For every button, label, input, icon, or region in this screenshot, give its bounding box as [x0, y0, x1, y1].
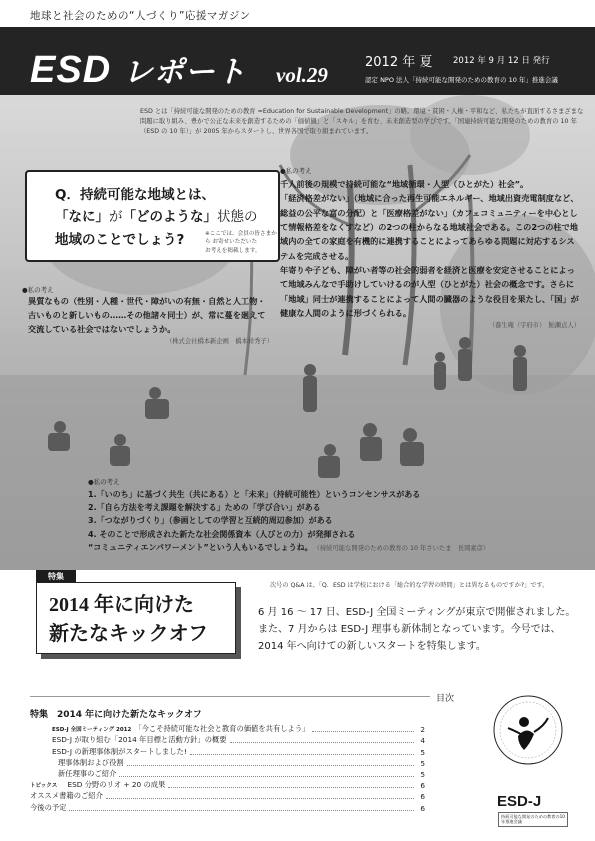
toc-title: 目次 — [436, 694, 455, 704]
question-box — [25, 170, 280, 262]
esdj-logo-subtitle: 持続可能な開発のための教育の10年推進会議 — [498, 812, 568, 827]
masthead — [0, 27, 595, 95]
opinion-label: ●私の考え — [280, 167, 312, 175]
opinion-label: ●私の考え — [88, 478, 120, 486]
toc-item[interactable]: オススメ書籍のご紹介 6 — [30, 791, 425, 802]
toc-item[interactable]: ESD-J 全国ミーティング 2012 「今こそ持続可能な社会と教育の価値を共有しよう」 2 — [52, 724, 425, 735]
tagline: 地球と社会のための“人づくり”応援マガジン — [30, 10, 251, 22]
esd-intro: ESD とは「持続可能な開発のための教育 =Education for Sustainable Development」の略。環境・貧困・人権・平和など、私たちが直面するさまざまな問題に取り組み、豊かで公正な未来を創造するための「価値観」と「スキル」を育む、未来創造型の学びです。「国連持続可能な開発のための教育の 10 年（ESD の 10 年）」が 2005 年からスタートし、世界各国で取り組まれています。 — [140, 108, 584, 135]
opinion-3: 1.「いのち」に基づく共生（共にある）と「未来」（持続可能性）というコンセンサスがある 2.「自ら方法を考え課題を解決する」ための「学び合い」がある 3.「つながりづくり」（参画としての学習と互続的周辺参加）がある 4. そのことで形成された新たな社会関係資本（人びとの力）が発揮される “コミュニティエンパワーメント”という人もいるでしょうね。 （持続可能な開発のための教育の 10 年さいたま 長岡素彦） — [88, 490, 490, 552]
toc-item[interactable]: ESD-J の新理事体制がスタートしました! 5 — [52, 746, 425, 757]
opinion-3-signature: （持続可能な開発のための教育の 10 年さいたま 長岡素彦） — [316, 544, 490, 552]
esdj-logo-text: ESD-J — [497, 793, 542, 810]
feature-tag: 特集 — [36, 570, 76, 584]
publisher: 認定 NPO 法人「持続可能な開発のための教育の 10 年」推進会議 — [365, 76, 558, 84]
next-qa-notice: 次号の Q&A は、「Q．ESD は学校における「総合的な学習の時間」とは異なるものですか?」です。 — [270, 582, 549, 589]
opinion-1-signature: （養生庵（宇府市） 鮎瀬貞人） — [488, 322, 580, 330]
toc-item[interactable]: トピックス ESD 分野のリオ + 20 の成果 6 — [30, 780, 425, 791]
question-note: ※ここでは、会員の皆さまから お寄せいただいた お考えを掲載します。 — [205, 231, 277, 254]
issue-date: 2012 年 9 月 12 日 発行 — [453, 56, 550, 66]
toc-item[interactable]: 理事体制および役割 5 — [58, 757, 425, 768]
issue-season: 2012 年 夏 — [365, 55, 433, 70]
toc-rule — [30, 696, 430, 697]
toc-item[interactable]: ESD-J が取り組む「2014 年目標と活動方針」の概要 4 — [52, 735, 425, 746]
magazine-logo: ESD レポート — [30, 49, 247, 91]
volume-number: vol.29 — [276, 63, 328, 87]
question-text: Q．持続可能な地域とは、 「なに」が「どのような」状態の 地域のことでしょう? — [55, 187, 258, 248]
opinion-2-signature: （株式会社橋本新企画 橋本祥秀子） — [165, 337, 273, 345]
opinion-label: ●私の考え — [22, 286, 54, 294]
toc-item[interactable]: 新任理事のご紹介 5 — [58, 768, 425, 779]
feature-title: 2014 年に向けた 新たなキックオフ — [49, 594, 208, 645]
toc-item[interactable]: 今後の予定 6 — [30, 802, 425, 813]
opinion-1: 千人前後の規模で持続可能な“地域循環・人型（ひとがた）社会”。 「経済格差がない」（地域に合った再生可能エネルギー、地域出資売電制度など、総益の公平な富の分配）と「医療格差がない」（カフェコミュニティーを中心として情報格差をなくすなど）の2つの柱からなる地域社会である。この2つの柱で地域内の全ての家庭を有機的に連携することによってあらゆる問題に対応するシステムを完成させる。 年寄りや子ども、障がい者等の社会的弱者を経済と医療を安定させることによって地域みんなで手助けしていけるのが人型（ひとがた）社会の概念です。さらに「地域」同士が連携することによって人間の臓器のような役目を果たし、「国」が健康な人間のように形づくられる。 （養生庵（宇府市） 鮎瀬貞人） — [280, 177, 580, 331]
feature-lead: 6 月 16 ～ 17 日、ESD-J 全国ミーティングが東京で開催されました。また、7 月からは ESD-J 理事も新体制となっています。今号では、2014 年へ向けての新しいスタートを特集します。 — [258, 607, 576, 652]
feature-title-box — [36, 582, 236, 654]
opinion-2: 異質なもの（性別・人種・世代・障がいの有無・自然と人工物・古いものと新しいもの……その他諸々同士）が、常に蔓を廻えて交流している社会ではないでしょうか。 （株式会社橋本新企画 橋本祥秀子） — [28, 295, 273, 348]
toc-section-title: 特集 2014 年に向けた新たなキックオフ — [30, 710, 202, 720]
table-of-contents — [30, 707, 425, 813]
